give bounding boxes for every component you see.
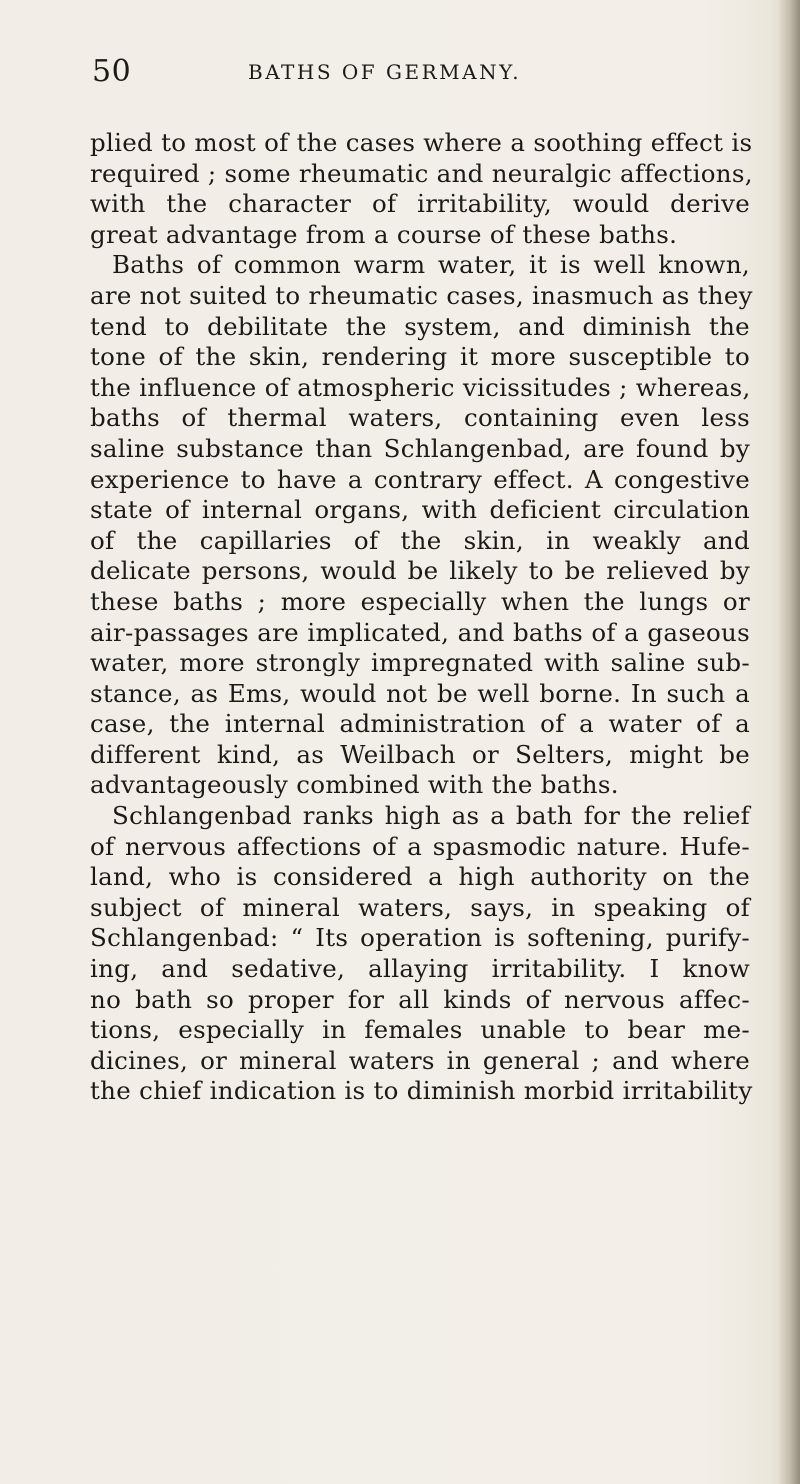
text-line: experience to have a contrary effect. A congestive <box>90 464 750 494</box>
text-line: required ; some rheumatic and neuralgic affections, <box>90 158 753 188</box>
text-line: tions, especially in females unable to bear me- <box>90 1015 750 1045</box>
text-line: the influence of atmospheric vicissitudes ; whereas, <box>90 372 751 402</box>
text-line: the chief indication is to diminish morbid irritability <box>90 1076 753 1106</box>
text-line: these baths ; more especially when the lungs or <box>90 586 750 616</box>
text-line: saline substance than Schlangenbad, are found by <box>90 433 750 463</box>
paragraph-start-line: Schlangenbad ranks high as a bath for the relief <box>112 801 750 831</box>
text-line: tone of the skin, rendering it more susceptible to <box>90 342 750 372</box>
text-line: great advantage from a course of these baths. <box>90 219 678 249</box>
text-line: are not suited to rheumatic cases, inasmuch as they <box>90 280 753 310</box>
text-line: stance, as Ems, would not be well borne. In such a <box>90 678 750 708</box>
text-line: tend to debilitate the system, and diminish the <box>90 311 750 341</box>
text-line: with the character of irritability, would derive <box>90 189 750 219</box>
text-line: land, who is considered a high authority on the <box>90 862 750 892</box>
page-edge-shadow <box>778 0 800 1484</box>
text-line: Schlangenbad: “ Its operation is softening, purify- <box>90 923 750 953</box>
text-line: dicines, or mineral waters in general ; and where <box>90 1045 750 1075</box>
text-line: of nervous affections of a spasmodic nature. Hufe- <box>90 831 750 861</box>
text-line: no bath so proper for all kinds of nervous affec- <box>90 984 750 1014</box>
text-line: advantageously combined with the baths. <box>90 770 619 800</box>
text-line: different kind, as Weilbach or Selters, might be <box>90 739 750 769</box>
text-line: ing, and sedative, allaying irritability. I know <box>90 954 750 984</box>
text-line: of the capillaries of the skin, in weakly and <box>90 525 750 555</box>
body-text <box>90 128 753 1107</box>
page-number: 50 <box>92 54 132 89</box>
text-line: state of internal organs, with deficient circulation <box>90 495 750 525</box>
text-line: air-passages are implicated, and baths of a gaseous <box>90 617 750 647</box>
running-head: BATHS OF GERMANY. <box>248 60 522 84</box>
text-line: baths of thermal waters, containing even less <box>90 403 750 433</box>
text-line: subject of mineral waters, says, in speaking of <box>90 892 750 922</box>
paragraph-start-line: Baths of common warm water, it is well known, <box>112 250 750 280</box>
text-line: water, more strongly impregnated with saline sub- <box>90 648 750 678</box>
text-line: case, the internal administration of a water of a <box>90 709 750 739</box>
page-header <box>92 54 756 94</box>
text-line: plied to most of the cases where a soothing effect is <box>90 128 753 157</box>
text-line: delicate persons, would be likely to be relieved by <box>90 556 750 586</box>
